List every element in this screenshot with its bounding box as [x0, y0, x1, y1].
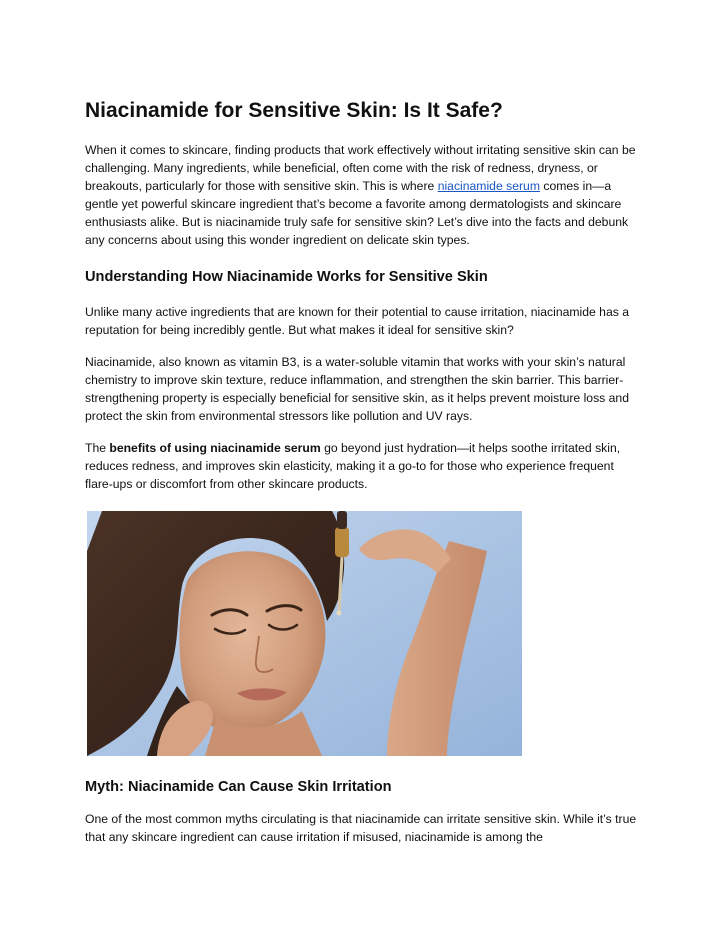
intro-text-after-link: comes in—a gentle yet powerful skincare ingredient that’s become a favorite among dermatologists and skincare enthusiasts alike. But is niacinamide truly safe for sensitive skin? Let’s dive into the facts and debunk any concerns about using this wonder ingredient on delicate skin types.	[85, 179, 629, 247]
niacinamide-serum-link[interactable]: niacinamide serum	[437, 179, 540, 193]
intro-text-before-link: When it comes to skincare, finding products that work effectively without irritating sensitive skin can be challenging. Many ingredients, while beneficial, often come with the risk of redness, dryness, or breakouts, particularly for those with sensitive skin. This is where	[85, 143, 636, 193]
section-heading-myth: Myth: Niacinamide Can Cause Skin Irritation	[85, 779, 392, 795]
page-title: Niacinamide for Sensitive Skin: Is It Safe?	[85, 99, 503, 122]
section1-paragraph-1: Unlike many active ingredients that are known for their potential to cause irritation, niacinamide has a reputation for being incredibly gentle. But what makes it ideal for sensitive skin?	[85, 305, 629, 337]
bold-benefits-phrase: benefits of using niacinamide serum	[109, 441, 321, 455]
intro-paragraph	[85, 141, 640, 249]
woman-applying-serum-photo	[87, 511, 522, 756]
section1-paragraph-3: The benefits of using niacinamide serum go beyond just hydration—it helps soothe irritated skin, reduces redness, and improves skin elasticity, making it a go-to for those who experience frequent flare-ups or discomfort from other skincare products.	[85, 441, 621, 491]
article-body	[85, 98, 640, 507]
section-heading-understanding: Understanding How Niacinamide Works for Sensitive Skin	[85, 269, 488, 285]
section1-paragraph-2: Niacinamide, also known as vitamin B3, is a water-soluble vitamin that works with your skin’s natural chemistry to improve skin texture, reduce inflammation, and strengthen the skin barrier. This barrier-strengthening property is especially beneficial for sensitive skin, as it helps prevent moisture loss and protect the skin from environmental stressors like pollution and UV rays.	[85, 355, 629, 423]
section2-paragraph-1: One of the most common myths circulating is that niacinamide can irritate sensitive skin. While it’s true that any skincare ingredient can cause irritation if misused, niacinamide is among the	[85, 812, 637, 844]
